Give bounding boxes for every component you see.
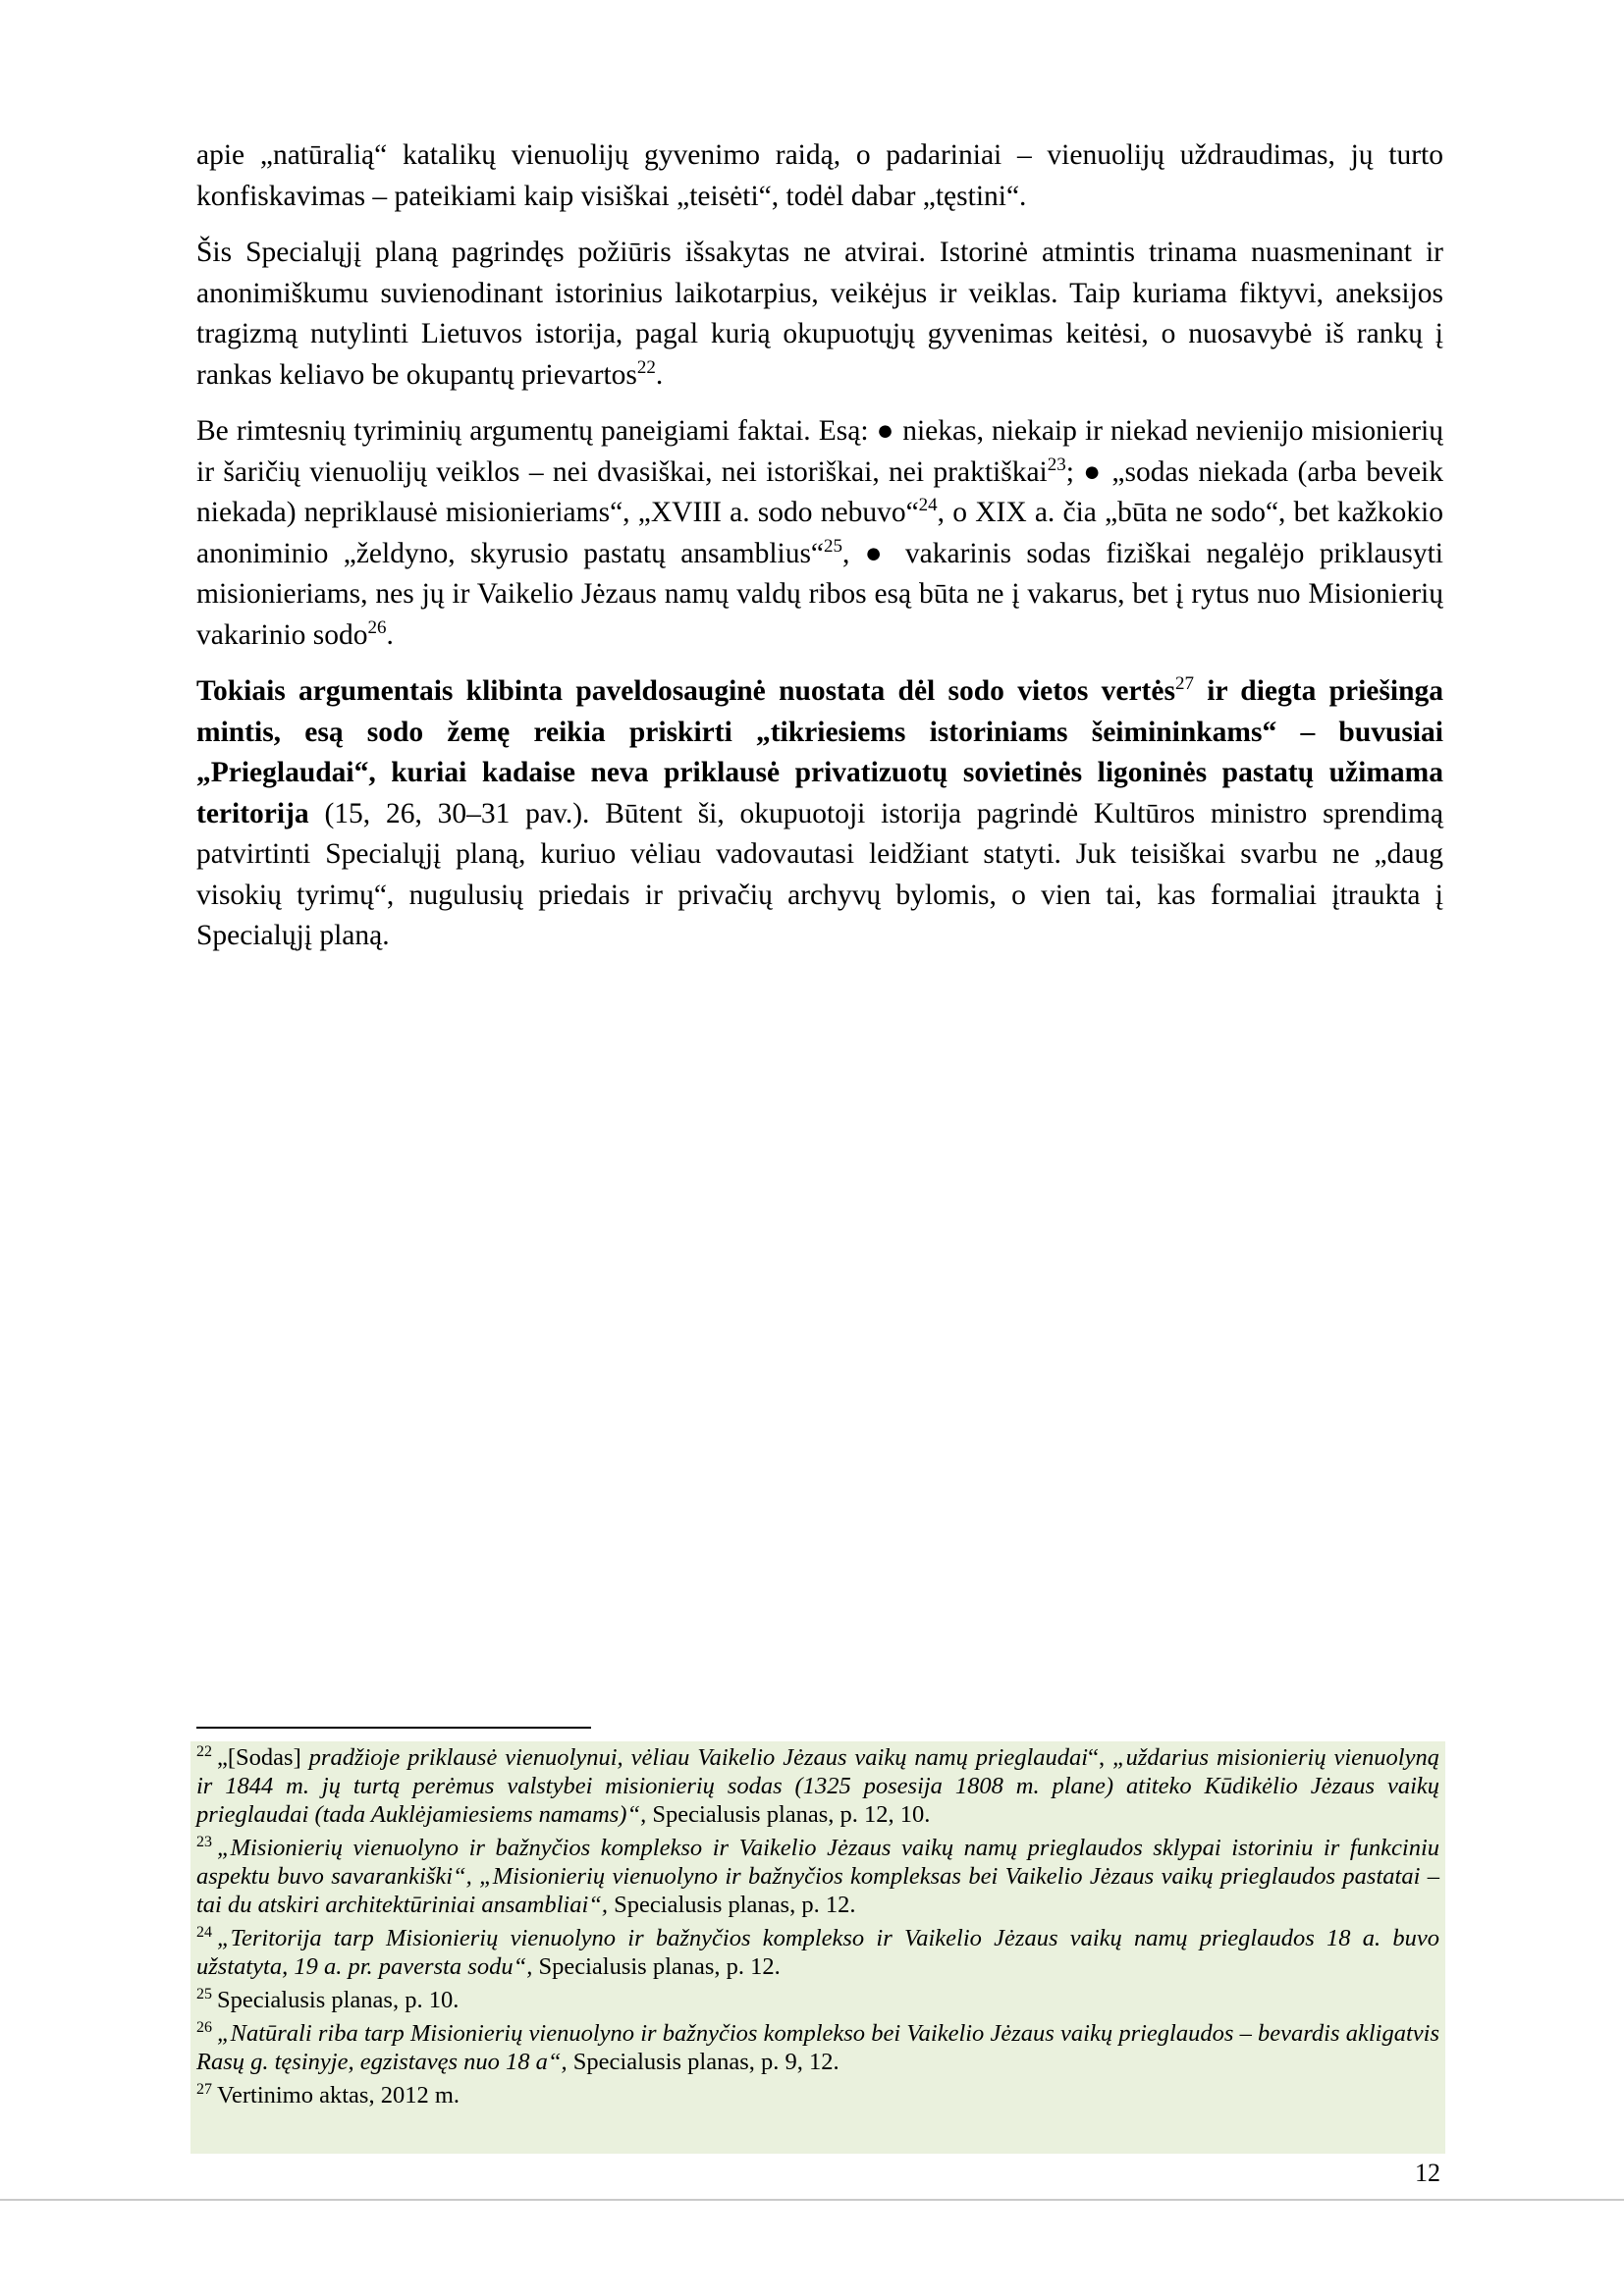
footnote-number: 22: [196, 1742, 212, 1760]
footnote-ref-23[interactable]: 23: [1047, 454, 1066, 475]
footnote-ref-26[interactable]: 26: [367, 616, 387, 638]
footnote-number: 24: [196, 1923, 212, 1941]
footnote-number: 25: [196, 1985, 212, 2002]
paragraph-3: Be rimtesnių tyriminių argumentų paneigiami faktai. Esą: ● niekas, niekaip ir niekad nevienijo misionierių ir šaričių vienuolijų veiklos – nei dvasiškai, nei istoriškai, nei praktiškai$^{23}$; ● „sodas niekada (arba beveik niekada) nepriklausė misionieriams“, „XVIII a. sodo nebuvo“$^{24}$, o XIX a. čia „būta ne sodo“, bet kažkokio anoniminio „želdyno, skyrusio pastatų ansamblius“$^{25}$, ● vakarinis sodas fiziškai negalėjo priklausyti misionieriams, nes jų ir Vaikelio Jėzaus namų valdų ribos esą būta ne į vakarus, bet į rytus nuo Misionierių vakarinio sodo$^{26}$.: [196, 415, 1443, 651]
footnote-number: 27: [196, 2080, 212, 2098]
footnote-ref-22[interactable]: 22: [636, 356, 656, 378]
page-bottom-divider: [0, 2199, 1624, 2201]
body-text: [196, 135, 1443, 973]
paragraph-2: Šis Specialųjį planą pagrindęs požiūris išsakytas ne atvirai. Istorinė atmintis trinama nuasmeninant ir anonimiškumu suvienodinant istorinius laikotarpius, veikėjus ir veiklas. Taip kuriama fiktyvi, aneksijos tragizmą nutylinti Lietuvos istorija, pagal kurią okupuotųjų gyvenimas keitėsi, o nuosavybė iš rankų į rankas keliavo be okupantų prievartos$^{22}$.: [196, 237, 1443, 391]
footnote-number: 26: [196, 2018, 212, 2036]
footnote-22: $^{22}$ „[Sodas] pradžioje priklausė vienuolynui, vėliau Vaikelio Jėzaus vaikų namų prieglaudai“, „uždarius misionierių vienuolyną ir 1844 m. jų turtą perėmus valstybei misionierių sodas (1325 posesija 1808 m. plane) atiteko Kūdikėlio Jėzaus vaikų prieglaudai (tada Auklėjamiesiems namams)“, Specialusis planas, p. 12, 10.: [196, 1742, 1439, 1828]
footnote-23: $^{23}$ „Misionierių vienuolyno ir bažnyčios komplekso ir Vaikelio Jėzaus vaikų namų prieglaudos sklypai istoriniu ir funkciniu aspektu buvo savarankiški“, „Misionierių vienuolyno ir bažnyčios kompleksas bei Vaikelio Jėzaus vaikų prieglaudos pastatai – tai du atskiri architektūriniai ansambliai“, Specialusis planas, p. 12.: [196, 1833, 1439, 1918]
footnote-26: $^{26}$ „Natūrali riba tarp Misionierių vienuolyno ir bažnyčios komplekso bei Vaikelio Jėzaus vaikų prieglaudos – bevardis akligatvis Rasų g. tęsinyje, egzistavęs nuo 18 a“, Specialusis planas, p. 9, 12.: [196, 2018, 1439, 2075]
footnote-25: $^{25}$ Specialusis planas, p. 10.: [196, 1985, 460, 2013]
footnote-ref-25[interactable]: 25: [824, 535, 843, 557]
page-number: 12: [1415, 2159, 1440, 2187]
paragraph-1: apie „natūralią“ katalikų vienuolijų gyvenimo raidą, o padariniai – vienuolijų uždraudimas, jų turto konfiskavimas – pateikiami kaip visiškai „teisėti“, todėl dabar „tęstini“.: [196, 139, 1443, 212]
footnote-ref-27[interactable]: 27: [1174, 673, 1194, 695]
footnote-separator: [196, 1727, 591, 1729]
footnote-24: $^{24}$ „Teritorija tarp Misionierių vienuolyno ir bažnyčios komplekso ir Vaikelio Jėzaus vaikų namų prieglaudos 18 a. buvo užstatyta, 19 a. pr. paversta sodu“, Specialusis planas, p. 12.: [196, 1923, 1439, 1980]
footnote-ref-24[interactable]: 24: [918, 495, 938, 516]
footnote-27: $^{27}$ Vertinimo aktas, 2012 m.: [196, 2080, 460, 2109]
footnotes-section: [190, 1741, 1445, 2154]
paragraph-4: Tokiais argumentais klibinta paveldosauginė nuostata dėl sodo vietos vertės$^{27}$ ir diegta priešinga mintis, esą sodo žemę reikia priskirti „tikriesiems istoriniams šeimininkams“ – buvusiai „Prieglaudai“, kuriai kadaise neva priklausė privatizuotų sovietinės ligoninės pastatų užimama teritorija (15, 26, 30–31 pav.). Būtent ši, okupuotoji istorija pagrindė Kultūros ministro sprendimą patvirtinti Specialųjį planą, kuriuo vėliau vadovautasi leidžiant statyti. Juk teisiškai svarbu ne „daug visokių tyrimų“, nugulusių priedais ir privačių archyvų bylomis, o vien tai, kas formaliai įtraukta į Specialųjį planą.: [196, 673, 1443, 951]
footnote-number: 23: [196, 1833, 212, 1850]
